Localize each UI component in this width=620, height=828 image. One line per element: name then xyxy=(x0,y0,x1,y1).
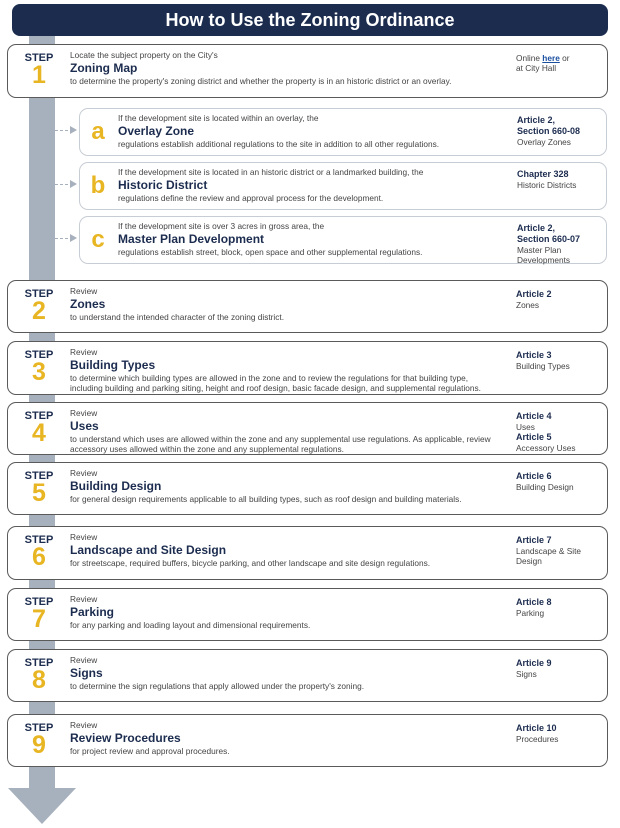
step-number: 2 xyxy=(32,297,46,325)
substep-reference xyxy=(517,169,607,190)
step-description: to determine which building types are allowed in the zone and to review the regulations for that building type, including building and parking siting, height and roof design, basic facade design, and supplemental regulations. xyxy=(70,373,481,393)
substep-a-card xyxy=(79,108,607,156)
reference-topic: Design xyxy=(516,556,542,566)
reference-article: Article 8 xyxy=(516,597,552,607)
step-title: Zones xyxy=(70,297,106,311)
step-description: to determine the property's zoning district and whether the property is in an historic district or an overlay. xyxy=(70,76,452,86)
reference-article: Article 7 xyxy=(516,535,552,545)
step-number: 3 xyxy=(32,358,46,386)
substep-reference xyxy=(517,115,607,147)
connector-arrow-icon xyxy=(70,180,77,188)
step-description: to understand the intended character of the zoning district. xyxy=(70,312,285,322)
flow-arrow-head xyxy=(8,788,76,824)
reference-chapter: Chapter 328 xyxy=(517,169,569,179)
substep-title: Historic District xyxy=(118,178,208,192)
reference-topic: Parking xyxy=(516,608,545,618)
page-title: How to Use the Zoning Ordinance xyxy=(12,4,608,36)
step-intro: Review xyxy=(70,655,98,665)
substep-letter: a xyxy=(91,118,105,145)
step-label: STEP xyxy=(24,349,54,361)
step-description: to understand which uses are allowed within the zone and any supplemental use regulations. As applicable, review accessory uses allowed within the zone and any supplemental regulations. xyxy=(70,434,491,454)
step-description: for streetscape, required buffers, bicycle parking, and other landscape and site design regulations. xyxy=(70,558,431,568)
reference-topic: Developments xyxy=(517,255,571,265)
reference-article: Article 2 xyxy=(516,289,552,299)
reference-article: Article 6 xyxy=(516,471,552,481)
step-reference xyxy=(516,597,606,618)
step-3-card xyxy=(7,341,608,395)
step-number: 4 xyxy=(32,419,46,447)
reference-topic: Zones xyxy=(516,300,540,310)
step-label: STEP xyxy=(24,534,54,546)
reference-topic: Uses xyxy=(516,422,535,432)
step-label: STEP xyxy=(24,657,54,669)
substep-title: Overlay Zone xyxy=(118,124,195,138)
step-reference xyxy=(516,535,606,566)
reference-prefix: Online xyxy=(516,53,543,63)
substep-reference xyxy=(517,223,607,265)
step-title: Review Procedures xyxy=(70,731,181,745)
step-8-card xyxy=(7,649,608,702)
reference-topic: Building Design xyxy=(516,482,574,492)
step-label: STEP xyxy=(24,410,54,422)
reference-topic: Procedures xyxy=(516,734,559,744)
step-4-card xyxy=(7,402,608,455)
step-number: 8 xyxy=(32,666,46,694)
step-label: STEP xyxy=(24,596,54,608)
step-title: Landscape and Site Design xyxy=(70,543,227,557)
step-reference xyxy=(516,350,606,371)
step-number: 5 xyxy=(32,479,46,507)
reference-article: Article 10 xyxy=(516,723,557,733)
step-title: Parking xyxy=(70,605,115,619)
step-description: for general design requirements applicable to all building types, such as roof design and building materials. xyxy=(70,494,462,504)
step-number: 6 xyxy=(32,543,46,571)
reference-location: at City Hall xyxy=(516,63,557,73)
step-reference xyxy=(516,289,606,310)
step-7-card xyxy=(7,588,608,641)
reference-section: Section 660-07 xyxy=(517,234,581,244)
reference-article: Article 2, xyxy=(517,115,556,125)
reference-article: Article 9 xyxy=(516,658,552,668)
reference-topic: Historic Districts xyxy=(517,180,577,190)
reference-topic: Building Types xyxy=(516,361,570,371)
step-description: to determine the sign regulations that apply allowed under the property's zoning. xyxy=(70,681,365,691)
reference-topic: Landscape & Site xyxy=(516,546,582,556)
substep-letter: b xyxy=(90,172,106,199)
step-description: for any parking and loading layout and dimensional requirements. xyxy=(70,620,311,630)
step-reference xyxy=(516,411,606,453)
connector-arrow-icon xyxy=(70,234,77,242)
step-2-card xyxy=(7,280,608,333)
step-intro: Review xyxy=(70,720,98,730)
step-number: 9 xyxy=(32,731,46,759)
substep-title: Master Plan Development xyxy=(118,232,265,246)
reference-topic: Master Plan xyxy=(517,245,562,255)
step-intro: Review xyxy=(70,532,98,542)
substep-description: regulations define the review and approval process for the development. xyxy=(118,193,384,203)
step-title: Uses xyxy=(70,419,99,433)
reference-article: Article 2, xyxy=(517,223,556,233)
zoning-map-link[interactable]: here xyxy=(542,53,560,63)
step-intro: Review xyxy=(70,468,98,478)
step-intro: Review xyxy=(70,286,98,296)
step-description: for project review and approval procedures. xyxy=(70,746,230,756)
substep-b-card xyxy=(79,162,607,210)
substep-letter: c xyxy=(91,226,105,253)
substep-c-card xyxy=(79,216,607,264)
step-intro: Review xyxy=(70,408,98,418)
step-intro: Locate the subject property on the City's xyxy=(70,50,218,60)
reference-topic: Accessory Uses xyxy=(516,443,576,453)
step-number: 7 xyxy=(32,605,46,633)
reference-suffix: or xyxy=(559,53,570,63)
step-label: STEP xyxy=(24,288,54,300)
step-title: Signs xyxy=(70,666,103,680)
step-9-card xyxy=(7,714,608,767)
reference-section: Section 660-08 xyxy=(517,126,581,136)
reference-topic: Overlay Zones xyxy=(517,137,571,147)
step-title: Zoning Map xyxy=(70,61,138,75)
reference-topic: Signs xyxy=(516,669,537,679)
step-5-card xyxy=(7,462,608,515)
reference-article: Article 3 xyxy=(516,350,552,360)
substep-intro: If the development site is located in an historic district or a landmarked building, the xyxy=(118,167,424,177)
step-reference xyxy=(516,723,606,744)
step-label: STEP xyxy=(24,722,54,734)
step-number: 1 xyxy=(32,61,46,89)
step-reference xyxy=(516,471,606,492)
substep-intro: If the development site is located within an overlay, the xyxy=(118,113,319,123)
step-reference xyxy=(516,53,606,73)
substep-description: regulations establish street, block, open space and other supplemental regulations. xyxy=(118,247,423,257)
step-reference xyxy=(516,658,606,679)
substep-intro: If the development site is over 3 acres in gross area, the xyxy=(118,221,325,231)
step-title: Building Types xyxy=(70,358,156,372)
step-label: STEP xyxy=(24,470,54,482)
reference-article: Article 5 xyxy=(516,432,552,442)
step-intro: Review xyxy=(70,347,98,357)
step-label: STEP xyxy=(24,52,54,64)
step-1-card xyxy=(7,44,608,98)
substep-description: regulations establish additional regulations to the site in addition to all other regulations. xyxy=(118,139,440,149)
reference-article: Article 4 xyxy=(516,411,552,421)
connector-arrow-icon xyxy=(70,126,77,134)
step-title: Building Design xyxy=(70,479,162,493)
step-intro: Review xyxy=(70,594,98,604)
step-6-card xyxy=(7,526,608,580)
